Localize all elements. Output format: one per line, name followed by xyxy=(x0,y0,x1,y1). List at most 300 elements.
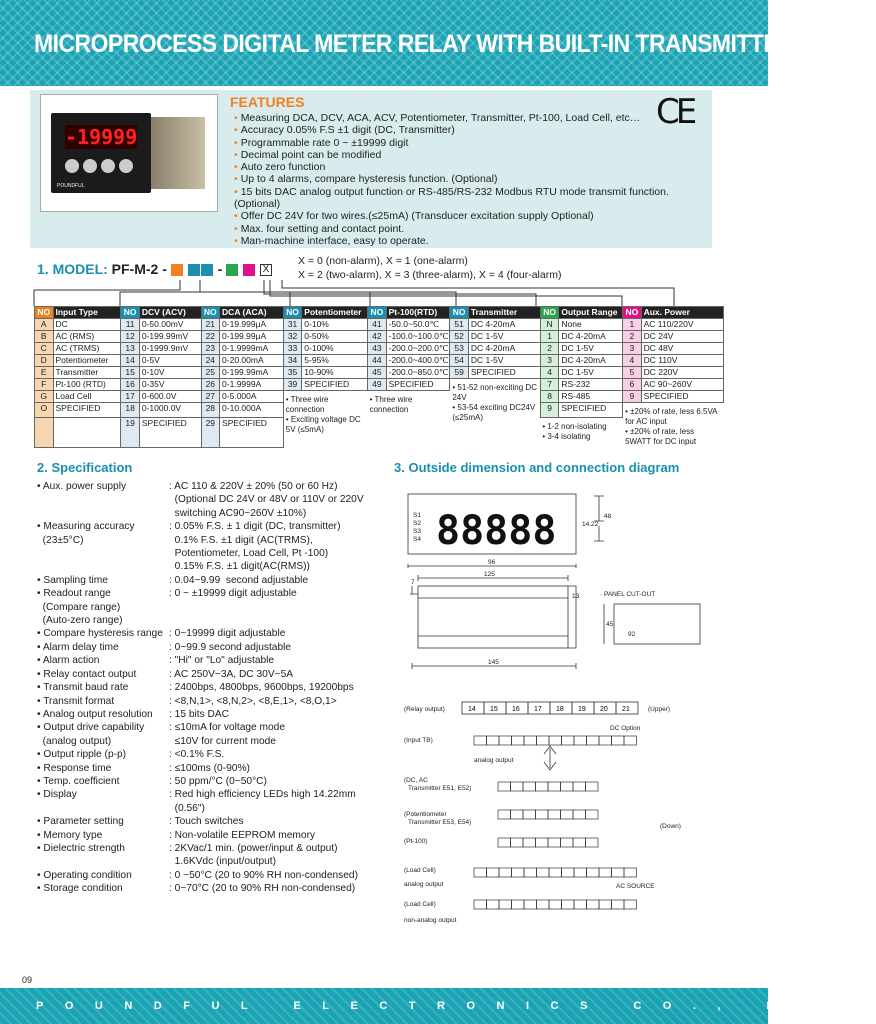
wiring-row-label: Transmitter E51, E52) xyxy=(408,785,472,792)
table-cell: 15 xyxy=(121,367,140,379)
table-cell: 0-19.999μA xyxy=(220,319,284,331)
terminal-box xyxy=(474,868,487,877)
spec-value: : 50 ppm/°C (0~50°C) xyxy=(169,775,267,787)
terminal-box xyxy=(599,736,612,745)
terminal-box xyxy=(487,868,500,877)
table-cell: 4 xyxy=(540,367,559,379)
model-connector-lines xyxy=(34,280,724,306)
table-header: Transmitter xyxy=(468,307,540,319)
page-number: 09 xyxy=(22,975,33,985)
terminal-box xyxy=(548,838,561,847)
spec-value: : 0.04~9.99 second adjustable xyxy=(169,574,309,586)
spec-row xyxy=(37,695,364,708)
table-cell: None xyxy=(559,319,623,331)
spec-value: : 0 ~50°C (20 to 90% RH non-condensed) xyxy=(169,869,358,881)
terminal-box xyxy=(612,868,625,877)
feature-item: • Offer DC 24V for two wires.(≤25mA) (Transducer excitation supply Optional) xyxy=(234,210,712,222)
model-note xyxy=(298,254,561,282)
dimension-label: 92 xyxy=(628,631,636,638)
table-cell: 53 xyxy=(450,343,469,355)
table-cell: 5-95% xyxy=(302,355,368,367)
terminal-box xyxy=(536,782,549,791)
relay-terminal-number: 19 xyxy=(578,706,586,713)
terminal-box xyxy=(474,900,487,909)
terminal-box xyxy=(574,900,587,909)
model-prefix: PF-M-2 - xyxy=(111,261,167,277)
meter-button xyxy=(83,159,97,173)
table-cell: RS-485 xyxy=(559,391,623,403)
terminal-box xyxy=(549,736,562,745)
feature-item: • Man-machine interface, easy to operate. xyxy=(234,235,712,247)
table-cell: 25 xyxy=(201,367,220,379)
spec-key: • Measuring accuracy (23±5°C) xyxy=(37,521,135,546)
relay-terminal-number: 16 xyxy=(512,706,520,713)
table-cell: 16 xyxy=(121,379,140,391)
table-cell: -200.0~200.0℃ xyxy=(386,343,450,355)
table-cell: 42 xyxy=(368,331,387,343)
terminal-box xyxy=(586,838,599,847)
table-header: NO xyxy=(368,307,387,319)
terminal-box xyxy=(574,868,587,877)
spec-row xyxy=(37,748,364,761)
terminal-box xyxy=(523,782,536,791)
dimension-label: 14.22 xyxy=(582,521,599,528)
spec-row xyxy=(37,708,364,721)
spec-key: • Relay contact output xyxy=(37,668,137,680)
table-cell: 51 xyxy=(450,319,469,331)
table-cell: 24 xyxy=(201,355,220,367)
table-cell: 54 xyxy=(450,355,469,367)
terminal-box xyxy=(561,838,574,847)
table-cell: -200.0~850.0℃ xyxy=(386,367,450,379)
spec-value: : "Hi" or "Lo" adjustable xyxy=(169,655,275,667)
wiring-row-label: Transmitter E53, E54) xyxy=(408,819,472,826)
relay-terminal-number: 18 xyxy=(556,706,564,713)
table-cell: DC 1-5V xyxy=(468,355,540,367)
terminal-box xyxy=(612,736,625,745)
table-header: NO xyxy=(283,307,302,319)
table-cell: G xyxy=(35,391,54,403)
table-header: NO xyxy=(540,307,559,319)
table-cell: 0-199.99mV xyxy=(139,331,201,343)
terminal-box xyxy=(524,900,537,909)
spec-row xyxy=(37,775,364,788)
terminal-box xyxy=(612,900,625,909)
table-cell: -50.0~50.0℃ xyxy=(386,319,450,331)
spec-value: : <8,N,1>, <8,N,2>, <8,E,1>, <8,O,1> xyxy=(169,695,337,707)
table-cell: 17 xyxy=(121,391,140,403)
table-cell: A xyxy=(35,319,54,331)
table-cell: SPECIFIED xyxy=(302,379,368,391)
spec-value: : ≤100ms (0-90%) xyxy=(169,762,250,774)
spec-key: • Output ripple (p-p) xyxy=(37,749,127,761)
terminal-box xyxy=(498,838,511,847)
terminal-box xyxy=(537,900,550,909)
table-cell: 0-50.00mV xyxy=(139,319,201,331)
terminal-box xyxy=(624,900,637,909)
table-cell: 34 xyxy=(283,355,302,367)
dimension-label: 96 xyxy=(488,559,496,566)
relay-terminal-number: 15 xyxy=(490,706,498,713)
table-cell: 29 xyxy=(201,417,220,447)
table-cell: 27 xyxy=(201,391,220,403)
table-cell: 31 xyxy=(283,319,302,331)
table-cell: Potentiometer xyxy=(53,355,121,367)
table-header: Aux. Power xyxy=(641,307,723,319)
table-cell: 1 xyxy=(540,331,559,343)
table-cell: AC 110/220V xyxy=(641,319,723,331)
table-cell: 0-1999.9mV xyxy=(139,343,201,355)
table-cell: SPECIFIED xyxy=(53,403,121,418)
terminal-box xyxy=(599,900,612,909)
table-cell: -100.0~100.0℃ xyxy=(386,331,450,343)
table-cell: 49 xyxy=(368,379,387,391)
table-cell: 12 xyxy=(121,331,140,343)
table-cell: 2 xyxy=(623,331,642,343)
table-cell: 43 xyxy=(368,343,387,355)
feature-item: • 15 bits DAC analog output function or RS-485/RS-232 Modbus RTU mode transmit function. (Optional) xyxy=(234,186,712,211)
relay-terminal-number: 20 xyxy=(600,706,608,713)
dimension-label: 13 xyxy=(572,593,580,600)
table-cell: 5 xyxy=(623,367,642,379)
table-cell: DC 48V xyxy=(641,343,723,355)
model-code xyxy=(37,261,272,277)
spec-value: : 0 ~ ±19999 digit adjustable xyxy=(169,588,297,600)
dimension-diagram xyxy=(404,486,724,936)
table-header: Pt-100(RTD) xyxy=(386,307,450,319)
spec-key: • Compare hysteresis range xyxy=(37,628,163,640)
panel-cutout-label: · PANEL CUT-OUT xyxy=(600,591,656,598)
footer-banner xyxy=(0,988,876,1024)
table-cell: 0-5.000A xyxy=(220,391,284,403)
feature-item: • Max. four setting and contact point. xyxy=(234,223,712,235)
spec-row xyxy=(37,641,364,654)
dimension-digits: 88888 xyxy=(436,508,557,554)
feature-item: • Decimal point can be modified xyxy=(234,149,712,161)
relay-terminal-number: 21 xyxy=(622,706,630,713)
table-header: NO xyxy=(623,307,642,319)
table-cell: Load Cell xyxy=(53,391,121,403)
spec-row xyxy=(37,869,364,882)
model-box-alarm: X xyxy=(260,264,272,276)
table-cell: 0-600.0V xyxy=(139,391,201,403)
spec-value: : 0.05% F.S. ± 1 digit (DC, transmitter) 0.1% F.S. ±1 digit (AC(TRMS), Potentiometer, Load Cell, Pt -100) 0.15% F.S. ±1 digit(AC(RMS)) xyxy=(169,521,341,573)
spec-value: : Non-volatile EEPROM memory xyxy=(169,829,316,841)
terminal-box xyxy=(574,736,587,745)
page-title: MICROPROCESS DIGITAL METER RELAY WITH BUILT-IN TRANSMITTER xyxy=(34,30,795,58)
spec-key: • Readout range (Compare range) (Auto-zero range) xyxy=(37,588,123,627)
spec-key: • Memory type xyxy=(37,829,103,841)
upper-label: (Upper) xyxy=(648,706,671,713)
features-title: FEATURES xyxy=(230,94,305,110)
model-note-line: X = 2 (two-alarm), X = 3 (three-alarm), X = 4 (four-alarm) xyxy=(298,269,562,281)
wiring-row-label: (Relay output) xyxy=(404,706,445,713)
table-cell: Transmitter xyxy=(53,367,121,379)
table-cell: D xyxy=(35,355,54,367)
spec-key: • Output drive capability (analog output) xyxy=(37,722,145,747)
table-cell: 7 xyxy=(540,379,559,391)
table-cell: 8 xyxy=(540,391,559,403)
terminal-box xyxy=(587,900,600,909)
table-cell: 0-10.000A xyxy=(220,403,284,418)
terminal-box xyxy=(587,868,600,877)
table-cell: B xyxy=(35,331,54,343)
model-box-input xyxy=(171,264,183,276)
table-cell: 6 xyxy=(623,379,642,391)
table-cell: DC xyxy=(53,319,121,331)
table-cell: DC 110V xyxy=(641,355,723,367)
dimension-label: 7 xyxy=(411,579,415,586)
model-label: 1. MODEL: xyxy=(37,261,108,277)
table-cell: SPECIFIED xyxy=(468,367,540,379)
table-cell: 21 xyxy=(201,319,220,331)
spec-row xyxy=(37,480,364,520)
table-cell: • 1-2 non-isolating • 3-4 isolating xyxy=(542,421,607,441)
table-cell: 41 xyxy=(368,319,387,331)
terminal-box xyxy=(511,838,524,847)
dimension-label: 125 xyxy=(484,571,495,578)
wiring-row-label: (Load Cell) xyxy=(404,867,436,874)
terminal-box xyxy=(474,736,487,745)
table-cell: 39 xyxy=(283,379,302,391)
spec-key: • Parameter setting xyxy=(37,816,124,828)
spec-row xyxy=(37,882,364,895)
feature-item: • Accuracy 0.05% F.S ±1 digit (DC, Transmitter) xyxy=(234,124,712,136)
company-name: POUNDFUL ELECTRONICS CO., LTD. xyxy=(36,1000,876,1012)
spec-value: : 0~19999 digit adjustable xyxy=(169,628,286,640)
spec-row xyxy=(37,627,364,640)
terminal-box xyxy=(587,736,600,745)
table-header: Potentiometer xyxy=(302,307,368,319)
table-cell: 0-1.9999mA xyxy=(220,343,284,355)
terminal-box xyxy=(586,782,599,791)
table-cell: 9 xyxy=(540,403,559,418)
terminal-box xyxy=(549,868,562,877)
meter-button xyxy=(101,159,115,173)
table-cell: 0-10V xyxy=(139,367,201,379)
wiring-row-label: (Potentiometer xyxy=(404,811,447,818)
terminal-box xyxy=(499,736,512,745)
terminal-box xyxy=(499,868,512,877)
table-cell: DC 1-5V xyxy=(468,331,540,343)
terminal-box xyxy=(561,782,574,791)
terminal-box xyxy=(511,782,524,791)
table-cell: SPECIFIED xyxy=(559,403,623,418)
diagram-label: S3 xyxy=(413,528,421,535)
table-cell: DC 4-20mA xyxy=(468,343,540,355)
table-cell: RS-232 xyxy=(559,379,623,391)
spec-row xyxy=(37,815,364,828)
dimension-label: 145 xyxy=(488,659,499,666)
spec-value: : Touch switches xyxy=(169,816,244,828)
table-cell: 32 xyxy=(283,331,302,343)
table-cell: -200.0~400.0℃ xyxy=(386,355,450,367)
table-cell: O xyxy=(35,403,54,418)
meter-front xyxy=(51,113,151,193)
terminal-box xyxy=(512,900,525,909)
table-cell: 0-50% xyxy=(302,331,368,343)
terminal-box xyxy=(512,868,525,877)
table-cell: 3 xyxy=(623,343,642,355)
diagram-label: S1 xyxy=(413,512,421,519)
table-cell: Pt-100 (RTD) xyxy=(53,379,121,391)
model-dash: - xyxy=(217,261,223,277)
spec-key: • Aux. power supply xyxy=(37,481,127,492)
table-cell: 28 xyxy=(201,403,220,418)
table-cell: F xyxy=(35,379,54,391)
terminal-box xyxy=(562,868,575,877)
spec-key: • Analog output resolution xyxy=(37,708,153,720)
wiring-row-label: (Input TB) xyxy=(404,737,433,744)
model-box-output xyxy=(226,264,238,276)
model-box-range xyxy=(201,264,213,276)
table-cell: 2 xyxy=(540,343,559,355)
terminal-box xyxy=(498,810,511,819)
spec-row xyxy=(37,762,364,775)
table-cell: DC 4-20mA xyxy=(559,355,623,367)
terminal-box xyxy=(573,782,586,791)
spec-row xyxy=(37,668,364,681)
spec-value: : 2400bps, 4800bps, 9600bps, 19200bps xyxy=(169,682,354,694)
spec-key: • Dielectric strength xyxy=(37,842,125,854)
table-cell: AC (TRMS) xyxy=(53,343,121,355)
table-cell: DC 1-5V xyxy=(559,343,623,355)
table-cell: C xyxy=(35,343,54,355)
terminal-box xyxy=(498,782,511,791)
wiring-row-label: (DC, AC xyxy=(404,777,428,784)
spec-row xyxy=(37,520,364,574)
wiring-row-label: (Pt-100) xyxy=(404,838,428,845)
spec-row xyxy=(37,721,364,748)
double-arrow-icon xyxy=(544,746,556,770)
meter-side xyxy=(151,117,205,189)
spec-value: : 0~70°C (20 to 90% RH non-condensed) xyxy=(169,883,356,895)
terminal-box xyxy=(499,900,512,909)
table-cell: 35 xyxy=(283,367,302,379)
feature-item: • Auto zero function xyxy=(234,161,712,173)
spec-value: : 0~99.9 second adjustable xyxy=(169,641,292,653)
terminal-box xyxy=(487,736,500,745)
terminal-box xyxy=(537,868,550,877)
spec-row xyxy=(37,574,364,587)
table-cell: 13 xyxy=(121,343,140,355)
terminal-box xyxy=(536,810,549,819)
model-table xyxy=(34,306,724,448)
wiring-row-label: non-analog output xyxy=(404,917,457,924)
table-cell: DC 220V xyxy=(641,367,723,379)
spec-key: • Temp. coefficient xyxy=(37,775,120,787)
spec-value: : Red high efficiency LEDs high 14.22mm (0.56") xyxy=(169,789,356,814)
table-cell: 10-90% xyxy=(302,367,368,379)
spec-key: • Storage condition xyxy=(37,883,123,895)
spec-row xyxy=(37,842,364,869)
table-cell: 33 xyxy=(283,343,302,355)
table-cell: AC 90~260V xyxy=(641,379,723,391)
table-cell: 52 xyxy=(450,331,469,343)
model-box-range xyxy=(188,264,200,276)
feature-item: • Programmable rate 0 ~ ±19999 digit xyxy=(234,137,712,149)
meter-brand: POUNDFUL xyxy=(57,183,85,189)
wiring-row-label: (Load Cell) xyxy=(404,901,436,908)
table-cell: 0-100% xyxy=(302,343,368,355)
terminal-box xyxy=(599,868,612,877)
table-cell: 0-5V xyxy=(139,355,201,367)
ac-source-label: AC SOURCE xyxy=(616,883,655,890)
table-cell: 59 xyxy=(450,367,469,379)
table-cell: • ±20% of rate, less 6.5VA for AC input • ±20% of rate, less 5WATT for DC input xyxy=(625,407,718,446)
terminal-box xyxy=(523,838,536,847)
relay-terminal-number: 17 xyxy=(534,706,542,713)
spec-key: • Display xyxy=(37,789,77,801)
relay-terminal-row xyxy=(462,702,638,714)
spec-value: : <0.1% F.S. xyxy=(169,749,225,761)
spec-row xyxy=(37,681,364,694)
table-header: NO xyxy=(35,307,54,319)
table-header: NO xyxy=(201,307,220,319)
wiring-row-label: analog output xyxy=(404,881,444,888)
feature-item: • Measuring DCA, DCV, ACA, ACV, Potentiometer, Transmitter, Pt-100, Load Cell, etc… xyxy=(234,112,712,124)
table-header: NO xyxy=(121,307,140,319)
terminal-box xyxy=(523,810,536,819)
terminal-box xyxy=(537,736,550,745)
terminal-box xyxy=(573,838,586,847)
table-cell: 19 xyxy=(121,417,140,447)
terminal-box xyxy=(524,736,537,745)
spec-value: : 2KVac/1 min. (power/input & output) 1.6KVdc (input/output) xyxy=(169,842,338,868)
spec-list xyxy=(37,480,364,896)
spec-key: • Sampling time xyxy=(37,574,108,586)
down-label: (Down) xyxy=(660,823,681,830)
spec-key: • Operating condition xyxy=(37,869,132,881)
table-cell: AC (RMS) xyxy=(53,331,121,343)
terminal-box xyxy=(487,900,500,909)
spec-value: : AC 110 & 220V ± 20% (50 or 60 Hz) (Optional DC 24V or 48V or 110V or 220V switching AC90~260V ±10%) xyxy=(169,481,364,519)
spec-title: 2. Specification xyxy=(37,460,133,475)
terminal-box xyxy=(536,838,549,847)
feature-item: • Up to 4 alarms, compare hysteresis function. (Optional) xyxy=(234,173,712,185)
table-cell: DC 4-20mA xyxy=(559,331,623,343)
terminal-box xyxy=(512,736,525,745)
table-cell: 14 xyxy=(121,355,140,367)
spec-key: • Alarm action xyxy=(37,655,100,667)
dc-option-label: DC Option xyxy=(610,725,641,732)
spec-row xyxy=(37,829,364,842)
table-cell: 0-1.9999A xyxy=(220,379,284,391)
meter-button xyxy=(119,159,133,173)
diagram-title: 3. Outside dimension and connection diagram xyxy=(394,460,680,475)
spec-value: : ≤10mA for voltage mode ≤10V for current mode xyxy=(169,722,286,747)
spec-key: • Alarm delay time xyxy=(37,641,119,653)
table-cell: 11 xyxy=(121,319,140,331)
spec-value: : 15 bits DAC xyxy=(169,708,230,720)
table-cell xyxy=(53,417,121,447)
terminal-box xyxy=(561,810,574,819)
spec-key: • Response time xyxy=(37,762,112,774)
table-cell: DC 4-20mA xyxy=(468,319,540,331)
terminal-box xyxy=(548,782,561,791)
table-cell: 22 xyxy=(201,331,220,343)
spec-key: • Transmit baud rate xyxy=(37,682,129,694)
table-cell: SPECIFIED xyxy=(386,379,450,391)
spec-row xyxy=(37,788,364,815)
table-cell: 0-199.99mA xyxy=(220,367,284,379)
table-cell: 0-199.99μA xyxy=(220,331,284,343)
table-cell: DC 1-5V xyxy=(559,367,623,379)
table-cell: 0-1000.0V xyxy=(139,403,201,418)
terminal-box xyxy=(624,736,637,745)
model-note-line: X = 0 (non-alarm), X = 1 (one-alarm) xyxy=(298,255,468,267)
features-panel xyxy=(30,90,712,248)
